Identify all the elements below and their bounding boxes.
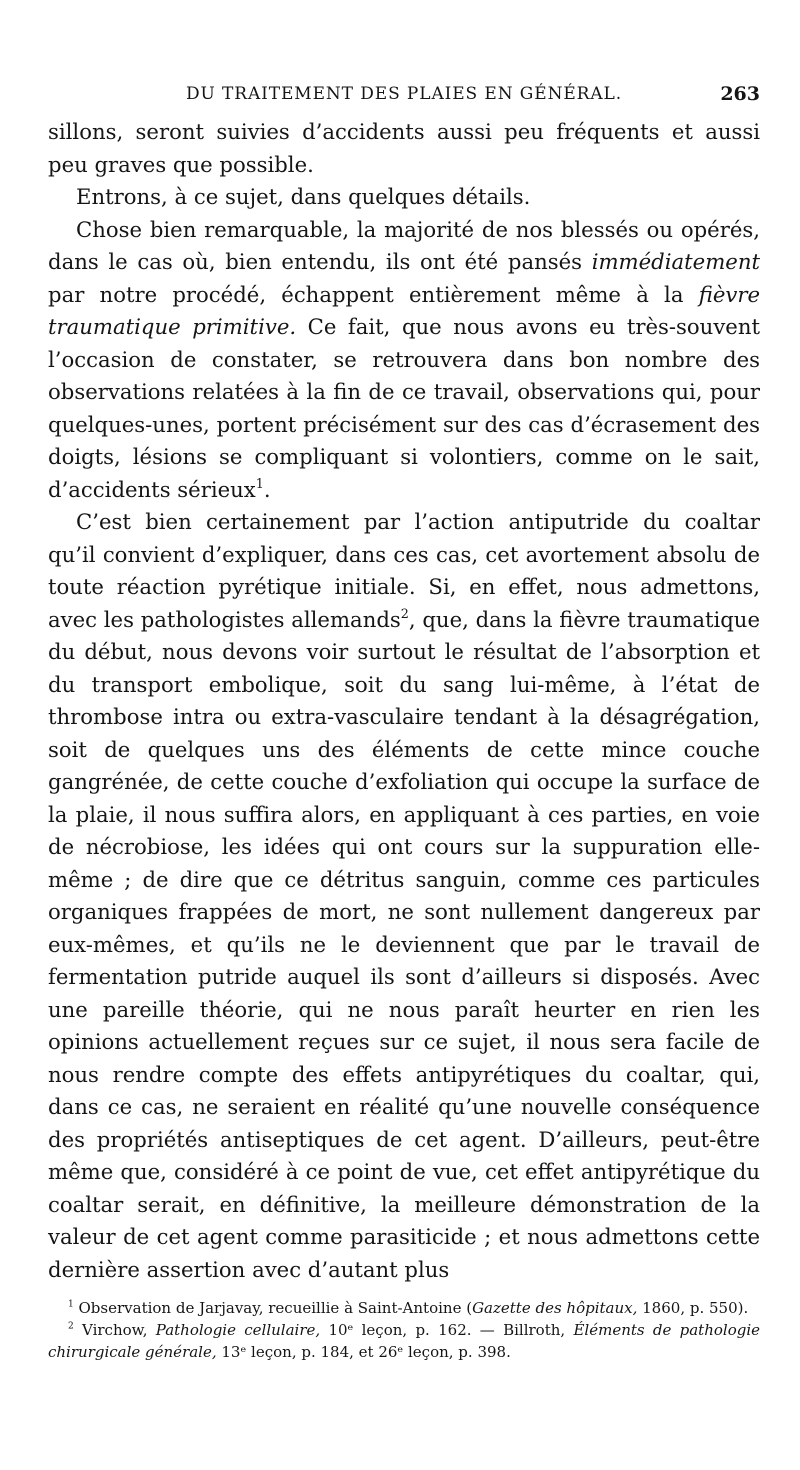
footnote-text: Virchow,	[73, 1321, 156, 1339]
footnote-text: 10ᵉ leçon, p. 162. — Billroth,	[320, 1321, 574, 1339]
footnote-emphasis: Gazette des hôpitaux,	[472, 1299, 638, 1317]
footnote-marker: 2	[68, 1321, 74, 1332]
paragraph-text: sillons, seront suivies d’accidents aussi peu fréquents et aussi peu graves que possible.	[48, 119, 760, 177]
paragraph-fever	[48, 214, 760, 507]
footnote-text: 1860, p. 550).	[637, 1299, 749, 1317]
paragraph-coaltar	[48, 506, 760, 1286]
body-text	[48, 116, 760, 1286]
page-number: 263	[720, 83, 760, 105]
footnote-text: Observation de Jarjavay, recueillie à Saint-Antoine (	[73, 1299, 473, 1317]
running-title: DU TRAITEMENT DES PLAIES EN GÉNÉRAL.	[185, 84, 623, 104]
footnote-emphasis: Pathologie cellulaire,	[155, 1321, 321, 1339]
paragraph-intro	[48, 181, 760, 214]
footnotes	[48, 1297, 760, 1363]
footnote-marker: 1	[68, 1299, 74, 1310]
footnote-text: 13ᵉ leçon, p. 184, et 26ᵉ leçon, p. 398.	[216, 1343, 511, 1361]
footnote	[48, 1297, 760, 1319]
paragraph-text: .	[263, 476, 271, 502]
footnote-reference: 2	[400, 605, 409, 621]
paragraph-text: C’est bien certainement par l’action antiputride du coaltar qu’il convient d’expliquer, dans ces cas, cet avortement absolu de toute réaction pyrétique initiale. Si, en effet, nous admettons, avec les pathologistes allemands	[48, 509, 760, 632]
footnote-reference: 1	[255, 475, 264, 491]
emphasis-text: fièvre traumatique primitive.	[48, 281, 760, 339]
footnote	[48, 1319, 760, 1363]
paragraph-text: Chose bien remarquable, la majorité de nos blessés ou opérés, dans le cas où, bien entendu, ils ont été pansés	[48, 216, 760, 274]
emphasis-text: immédiatement	[591, 249, 760, 274]
footnote-emphasis: Éléments de pathologie chirurgicale générale,	[48, 1321, 761, 1361]
paragraph-text: par notre procédé, échappent entièrement même à la	[48, 281, 699, 307]
paragraph-text: , que, dans la fièvre traumatique du début, nous devons voir surtout le résultat de l’absorption et du transport embolique, soit du sang lui-même, à l’état de thrombose intra ou extra-vasculaire tendant à la désagrégation, soit de quelques uns des éléments de cette mince couche gangrénée, de cette couche d’exfoliation qui occupe la surface de la plaie, il nous suffira alors, en appliquant à ces parties, en voie de nécrobiose, les idées qui ont cours sur la suppuration elle-même ; de dire que ce détritus sanguin, comme ces particules organiques frappées de mort, ne sont nullement dangereux par eux-mêmes, et qu’ils ne le deviennent que par le travail de fermentation putride auquel ils sont d’ailleurs si disposés. Avec une pareille théorie, qui ne nous paraît heurter en rien les opinions actuellement reçues sur ce sujet, il nous sera facile de nous rendre compte des effets antipyrétiques du coaltar, qui, dans ce cas, ne seraient en réalité qu’une nouvelle conséquence des propriétés antiseptiques de cet agent. D’ailleurs, peut-être même que, considéré à ce point de vue, cet effet antipyrétique du coaltar serait, en définitive, la meilleure démonstration de la valeur de cet agent comme parasiticide ; et nous admettons cette dernière assertion avec d’autant plus	[48, 606, 760, 1282]
paragraph-continuation	[48, 116, 760, 181]
paragraph-text: Ce fait, que nous avons eu très-souvent l’occasion de constater, se retrouvera dans bon nombre des observations relatées à la fin de ce travail, observations qui, pour quelques-unes, portent précisément sur des cas d’écrasement des doigts, lésions se compliquant si volontiers, comme on le sait, d’accidents sérieux	[48, 314, 760, 502]
paragraph-text: Entrons, à ce sujet, dans quelques détails.	[76, 184, 531, 209]
running-head	[48, 84, 760, 112]
